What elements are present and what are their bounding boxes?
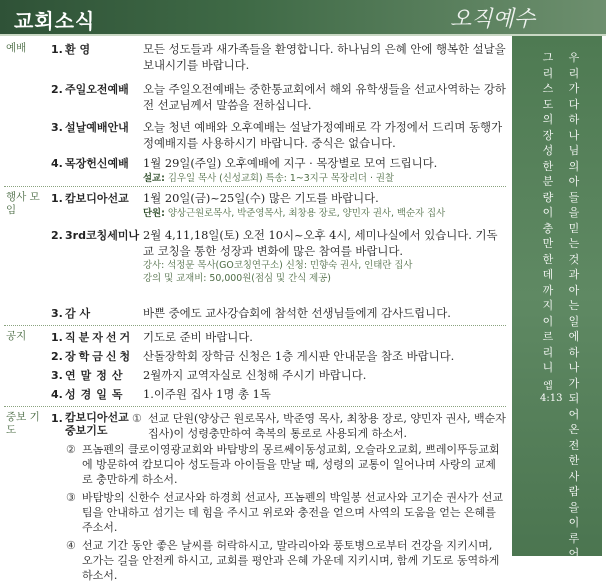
prayer-item-4 [66,538,506,584]
section-divider [4,406,506,407]
item-text: 기도로 준비 바랍니다. [143,330,253,344]
prayer-text: 프놈펜의 클로이영광교회와 바탐방의 몽르쎄이동성교회, 오슬라오교회, 쁘레이뚜등교회에 방문하여 캄보디아 성도들과 아이들을 만날 때, 성령의 교통이 일어나며 사랑의 교제로 충만하게 하소서. [82,443,500,486]
prayer-marker: ③ [66,491,76,504]
item-title: 캄보디아선교 중보기도 [65,411,129,437]
notice-item-3 [51,368,506,384]
event-item-3 [51,306,506,322]
item-text: 모든 성도들과 새가족들을 환영합니다. 하나님의 은혜 안에 행복한 설날을 보내시기를 바랍니다. [143,42,506,72]
item-number: 3. [51,121,63,134]
page-title: 교회소식 [14,9,96,33]
item-text: 2월 4,11,18일(토) 오전 10시~오후 4시, 세미나실에서 있습니다. 기독교 코칭을 통한 성장과 변화에 많은 참여를 바랍니다. [143,228,498,258]
item-title: 3rd코칭세미나 [65,229,140,242]
item-title: 감 사 [65,307,91,320]
item-number: 1. [51,43,63,56]
prayer-marker: ② [66,443,76,456]
prayer-item-2 [66,442,506,488]
item-subtext: 설교: 김우일 목사 (신성교회) 특송: 1~3지구 목장리더 · 권찰 [143,172,395,184]
item-subtext-fee: 강의 및 교재비: 50,000원(점심 및 간식 제공) [143,273,331,284]
prayer-text: 바탐방의 신한수 선교사와 하경희 선교사, 프놈펜의 박일봉 선교사와 고기순 권사가 선교팀을 안내하고 섬기는 데 힘을 주시고 위로와 충전을 얻으며 사역의 도움을 얻는 은혜를 주소서. [82,491,503,534]
header-banner [0,0,606,34]
item-subtext: 강사: 석정문 목사(GO코칭연구소) 신청: 민향숙 권사, 인태란 집사 [143,260,413,271]
item-text: 1.이주원 집사 1명 총 1독 [143,387,271,401]
section-label-events: 행사 모임 [6,191,40,216]
item-title: 설날예배안내 [65,121,129,134]
item-text: 산돌장학회 장학금 신청은 1층 게시판 안내문을 참조 바랍니다. [143,349,455,363]
banner-script-text: 오직예수 [450,7,536,32]
prayer-marker: ④ [66,539,76,552]
prayer-marker: ① [132,412,142,425]
item-number: 1. [51,412,63,425]
event-item-2 [51,228,506,294]
prayer-item-3 [66,490,506,536]
item-title: 성경일독 [65,388,128,401]
item-title: 직분자선거 [65,331,134,344]
verse-reference: 엡4:13 [540,381,563,404]
item-title: 환 영 [65,43,91,56]
item-number: 3. [51,307,63,320]
worship-item-2 [51,82,506,113]
item-subtext: 단원: 양상근원로목사, 박준영목사, 최창용 장로, 양민자 권사, 백순자 집사 [143,207,446,219]
item-number: 2. [51,229,63,242]
news-content [0,38,508,582]
prayer-text: 선교 단원(양상근 원로목사, 박준영 목사, 최창용 장로, 양민자 권사, 백순자 집사)이 성령충만하여 축복의 통로로 사용되게 하소서. [148,412,506,440]
section-label-notice: 공지 [6,330,27,342]
item-title: 연말정산 [65,369,128,382]
item-text: 오늘 주일오전예배는 중한통교회에서 해외 유학생들을 선교사역하는 강하전 선교님께서 말씀을 전하십니다. [143,82,506,112]
section-divider [4,325,506,326]
scripture-sidebar [512,36,602,560]
item-text: 바쁜 중에도 교사강습회에 참석한 선생님들에게 감사드립니다. [143,306,451,320]
item-number: 1. [51,192,63,205]
item-text: 1월 20일(금)~25일(수) 많은 기도를 바랍니다. [143,191,379,205]
item-title: 장학금신청 [65,350,134,363]
prayer-text: 선교 기간 동안 좋은 날씨를 허락하시고, 말라리아와 풍토병으로부터 건강을 지키시며, 오가는 길을 안전케 하시고, 교회를 평안과 은혜 가운데 지키시며, 함께 기도로 동역하게 하소서. [82,539,500,582]
item-number: 1. [51,331,63,344]
verse-column-1: 우리가다하나님의아들을믿는것과아는일에하나가되어온전한사람을이루어 [568,51,580,560]
item-number: 4. [51,157,63,170]
section-label-worship: 예배 [6,42,27,54]
item-number: 2. [51,83,63,96]
event-item-1 [51,191,506,221]
worship-item-4 [51,156,506,188]
item-title: 주일오전예배 [65,83,129,96]
section-label-prayer: 중보 기도 [6,411,40,436]
notice-item-2 [51,349,506,365]
notice-item-4 [51,387,506,403]
prayer-item-1 [132,411,506,441]
item-number: 2. [51,350,63,363]
notice-item-1 [51,330,506,346]
item-number: 3. [51,369,63,382]
item-title: 목장헌신예배 [65,157,129,170]
section-divider [4,186,506,187]
item-text: 오늘 청년 예배와 오후예배는 설날가정예배로 각 가정에서 드리며 동행가정예배지를 사용하시기 바랍니다. 중식은 없습니다. [143,120,503,150]
item-text: 1월 29일(주일) 오후예배에 지구 · 목장별로 모여 드립니다. [143,156,438,170]
item-title: 캄보디아선교 [65,192,129,205]
item-text: 2월까지 교역자실로 신청해 주시기 바랍니다. [143,368,367,382]
worship-item-1 [51,42,506,73]
verse-column-2: 그리스도의장성한분량이충만한데까지이르리니 [542,51,554,374]
item-number: 4. [51,388,63,401]
